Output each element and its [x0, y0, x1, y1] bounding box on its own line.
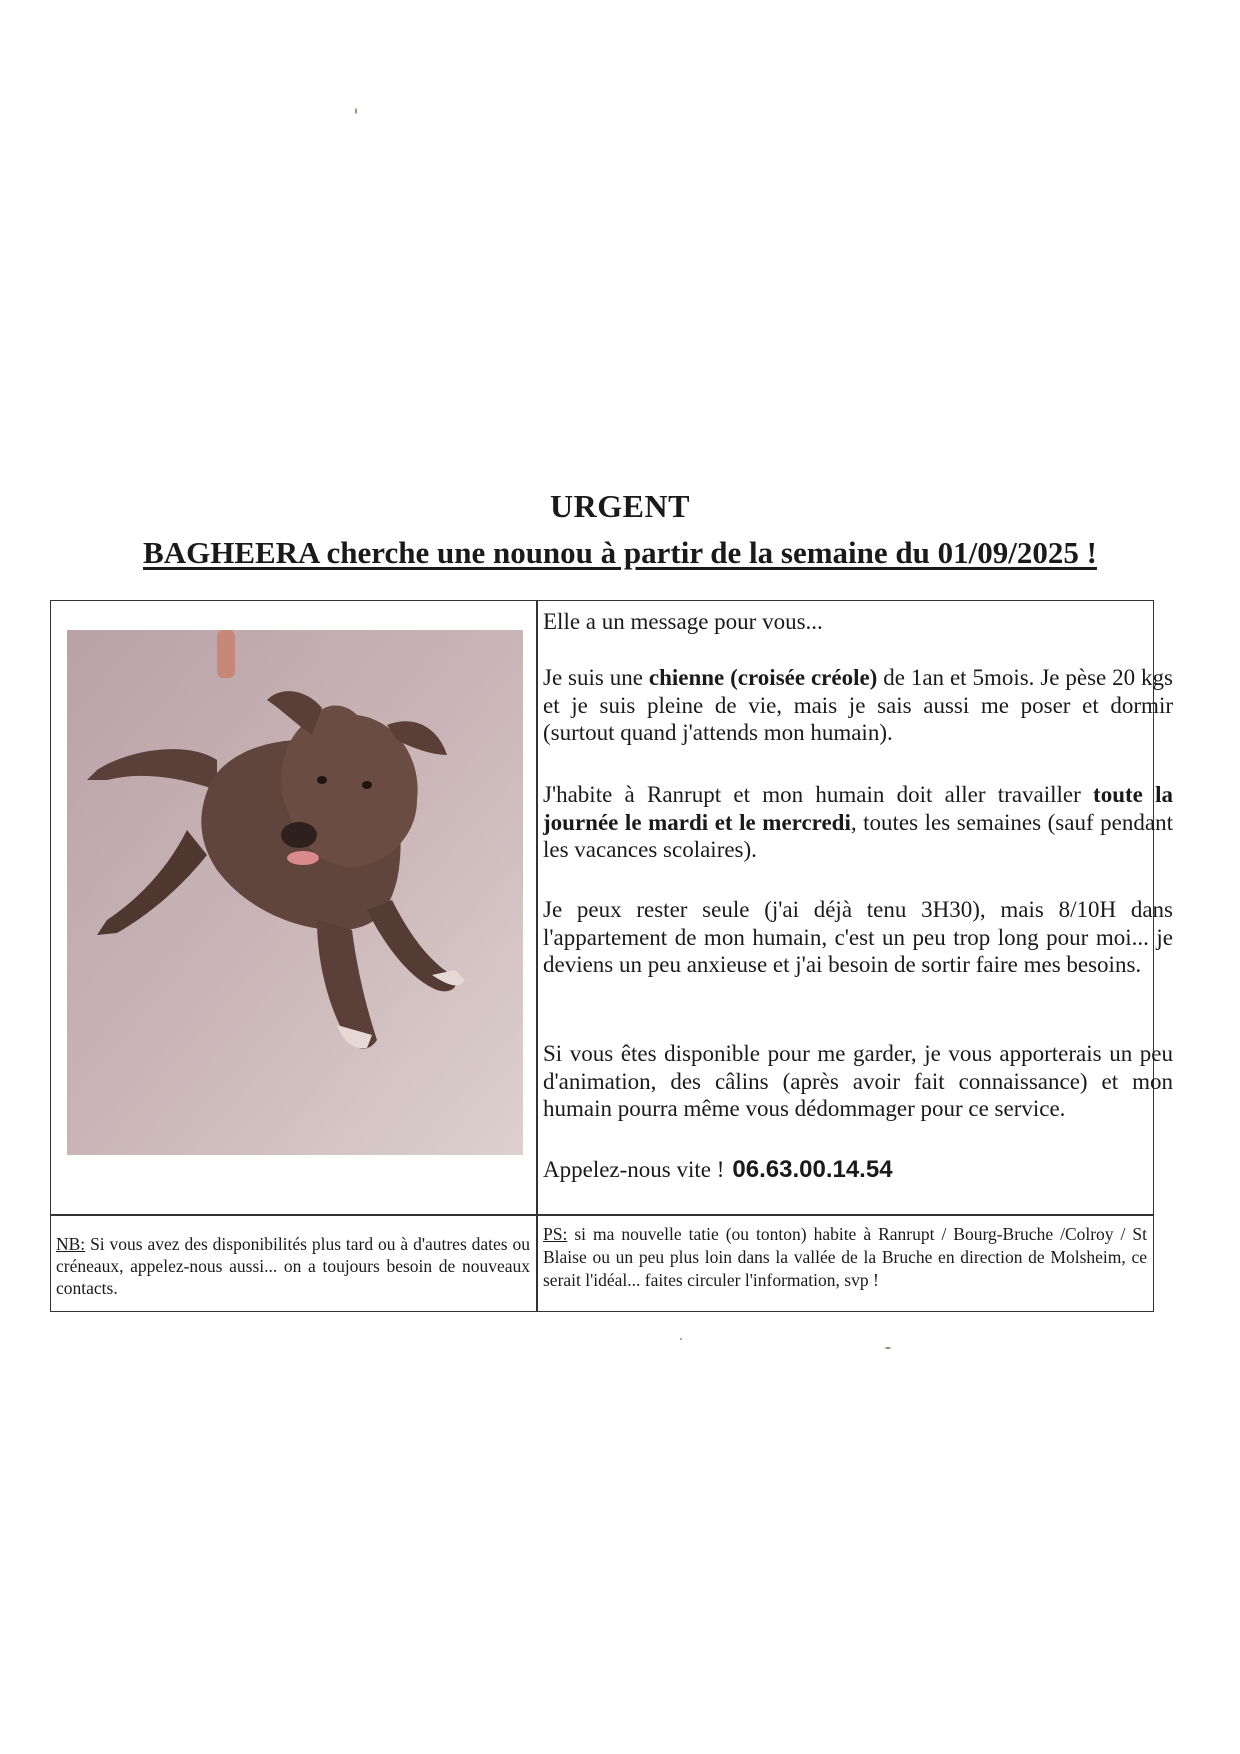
nb-label: NB: [56, 1234, 86, 1254]
dog-illustration [67, 630, 523, 1155]
table-divider-horizontal [50, 1214, 1154, 1216]
ps-text: si ma nouvelle tatie (ou tonton) habite à Ranrupt / Bourg-Bruche /Colroy / St Blaise ou un peu plus loin dans la vallée de la Bruche en direction de Molsheim, ce serait l'idéal... faites circuler l'information, svp ! [543, 1224, 1147, 1290]
page-subtitle: BAGHEERA cherche une nounou à partir de la semaine du 01/09/2025 ! [143, 535, 1097, 570]
phone-number: 06.63.00.14.54 [732, 1156, 893, 1183]
dog-photo [67, 630, 523, 1155]
table-divider-vertical [536, 600, 538, 1312]
call-line [543, 1156, 1173, 1184]
p1-text-a: Je suis une [543, 665, 649, 690]
p2-text-bold: toute la journée le mardi et le mercredi [543, 782, 1173, 835]
scan-speck [355, 108, 357, 114]
nb-note [56, 1233, 530, 1299]
message-paragraph-3: Je peux rester seule (j'ai déjà tenu 3H30), mais 8/10H dans l'appartement de mon humain, c'est un peu trop long pour moi... je deviens un peu anxieuse et j'ai besoin de sortir faire mes besoins. [543, 897, 1173, 977]
call-label: Appelez-nous vite ! [543, 1157, 725, 1182]
ps-note [543, 1223, 1147, 1292]
ps-label: PS: [543, 1224, 568, 1244]
message-paragraph-2 [543, 781, 1173, 864]
page-title: URGENT [550, 488, 690, 524]
p2-text-c: , toutes les semaines (sauf pendant les vacances scolaires). [543, 809, 1173, 862]
p1-text-bold: chienne (croisée créole) [648, 665, 878, 690]
p2-text-a: J'habite à Ranrupt et mon humain doit aller travailler [543, 782, 1094, 807]
message-paragraph-1 [543, 664, 1173, 747]
p1-text-c: de 1an et 5mois. Je pèse 20 kgs et je suis pleine de vie, mais je sais aussi me poser et dormir (surtout quand j'attends mon humain). [543, 665, 1173, 745]
nb-text: Si vous avez des disponibilités plus tard ou à d'autres dates ou créneaux, appelez-nous aussi... on a toujours besoin de nouveaux contacts. [56, 1234, 530, 1298]
message-intro: Elle a un message pour vous... [543, 609, 823, 634]
scan-speck [680, 1338, 682, 1340]
scan-speck [885, 1347, 891, 1349]
message-paragraph-4: Si vous êtes disponible pour me garder, je vous apporterais un peu d'animation, des câlins (après avoir fait connaissance) et mon humain pourra même vous dédommager pour ce service. [543, 1041, 1173, 1121]
